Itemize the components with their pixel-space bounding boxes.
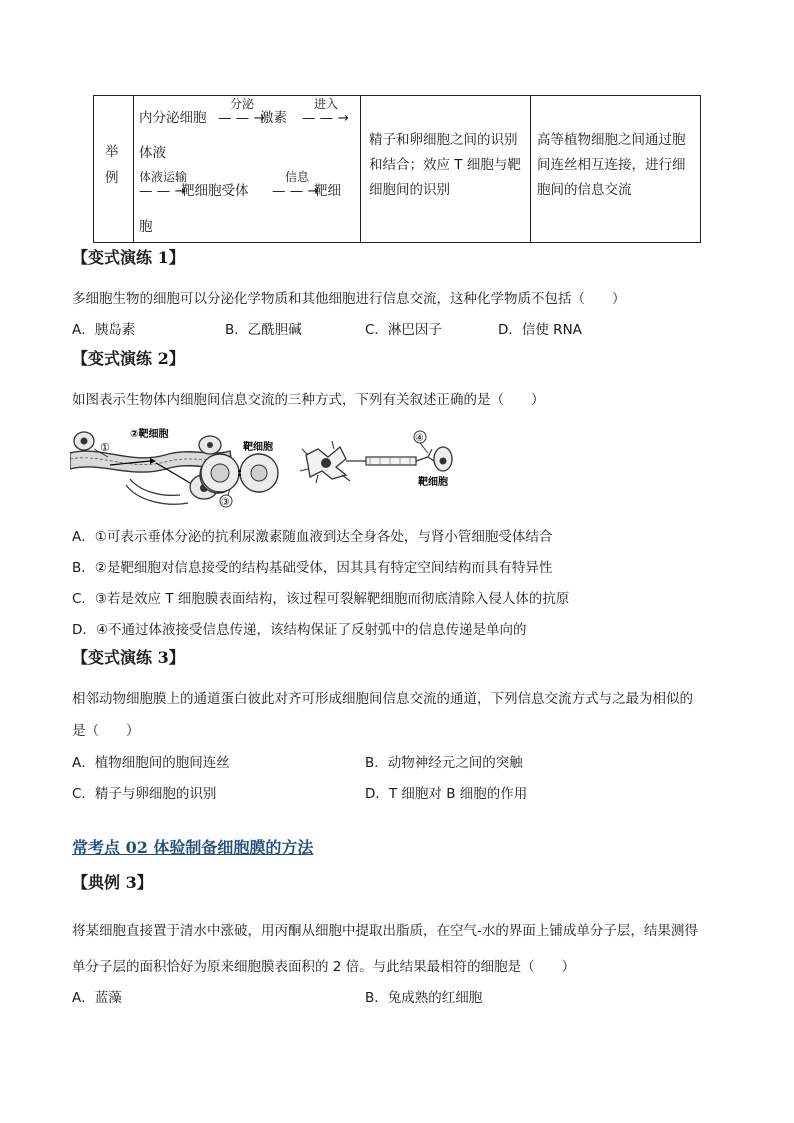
- endocrine-cell-text: 内分泌细胞: [139, 110, 207, 126]
- ex2-option-c[interactable]: C．③若是效应 T 细胞膜表面结构，该过程可裂解靶细胞而彻底清除入侵人体的抗原: [72, 591, 570, 607]
- hormone-pathway-cell: [134, 96, 361, 243]
- row-header-char-1: 举: [105, 144, 119, 160]
- cell-right: [240, 454, 278, 492]
- ex1-option-d[interactable]: D．信使 RNA: [498, 322, 582, 338]
- ex3-question-line-1: 相邻动物细胞膜上的通道蛋白彼此对齐可形成细胞间信息交流的通道，下列信息交流方式与之最为相似的: [72, 691, 693, 707]
- target-cell-text-part1: 靶细: [314, 183, 341, 199]
- ex3-option-d[interactable]: D．T 细胞对 B 细胞的作用: [365, 786, 528, 802]
- neuron-panel: [300, 431, 452, 488]
- ex3-option-b[interactable]: B．动物神经元之间的突触: [365, 755, 523, 771]
- example3-question-line-2: 单分子层的面积恰好为原来细胞膜表面积的 2 倍。与此结果最相符的细胞是（ ）: [72, 959, 576, 975]
- row-header-char-2: 例: [105, 170, 119, 186]
- cell-communication-figure: [70, 425, 470, 515]
- arrow-3: — — →: [139, 183, 186, 199]
- section-title: 常考点 02 体验制备细胞膜的方法: [72, 838, 314, 857]
- col3-line-3: 胞间的信息交流: [537, 182, 632, 198]
- ex1-heading: 【变式演练 1】: [72, 248, 185, 267]
- ex1-option-b[interactable]: B．乙酰胆碱: [225, 322, 302, 338]
- ex2-question: 如图表示生物体内细胞间信息交流的三种方式，下列有关叙述正确的是（ ）: [72, 392, 545, 408]
- example3-option-a[interactable]: A．蓝藻: [72, 990, 122, 1006]
- ex2-heading: 【变式演练 2】: [72, 349, 185, 368]
- arrow-2: — — →: [302, 110, 349, 126]
- figure-label-3: ③: [221, 497, 230, 508]
- label-enter: 进入: [314, 97, 339, 111]
- sperm-egg-cell: [361, 96, 531, 243]
- body-fluid-text: 体液: [139, 145, 166, 161]
- arrow-4: — — →: [272, 183, 319, 199]
- col3-line-1: 高等植物细胞之间通过胞: [537, 132, 686, 148]
- figure-target-cell-label-2: 靶细胞: [418, 477, 448, 488]
- ex1-option-a[interactable]: A．胰岛素: [72, 322, 136, 338]
- ex3-option-a[interactable]: A．植物细胞间的胞间连丝: [72, 755, 230, 771]
- col2-line-2: 和结合；效应 T 细胞与靶: [369, 157, 521, 173]
- col3-line-2: 间连丝相互连接，进行细: [537, 157, 686, 173]
- example3-heading: 【典例 3】: [72, 873, 153, 892]
- ex1-option-c[interactable]: C．淋巴因子: [365, 322, 442, 338]
- target-cell-text-part2: 胞: [139, 219, 153, 235]
- ex3-heading: 【变式演练 3】: [72, 648, 185, 667]
- ex3-question-line-2: 是（ ）: [72, 723, 140, 739]
- ex2-option-b[interactable]: B．②是靶细胞对信息接受的结构基础受体，因其具有特定空间结构而具有特异性: [72, 560, 553, 576]
- cell-left: [201, 454, 239, 492]
- figure-target-cell-label: 靶细胞: [243, 442, 273, 453]
- plasmodesmata-cell: [531, 96, 701, 243]
- ex1-question: 多细胞生物的细胞可以分泌化学物质和其他细胞进行信息交流，这种化学物质不包括（ ）: [72, 291, 626, 307]
- row-header-cell: [94, 96, 134, 243]
- label-info: 信息: [285, 170, 310, 184]
- example3-question-line-1: 将某细胞直接置于清水中涨破，用丙酮从细胞中提取出脂质，在空气-水的界面上铺成单分子层，结果测得: [72, 923, 698, 939]
- figure-label-2: ②靶细胞: [130, 429, 169, 440]
- label-secrete: 分泌: [230, 97, 255, 111]
- receptor-text: 靶细胞受体: [181, 183, 249, 199]
- ex2-option-d[interactable]: D．④不通过体液接受信息传递，该结构保证了反射弧中的信息传递是单向的: [72, 622, 527, 638]
- example3-option-b[interactable]: B．兔成熟的红细胞: [365, 990, 483, 1006]
- col2-line-3: 细胞间的识别: [369, 182, 450, 198]
- figure-label-4: ④: [415, 433, 424, 444]
- ex2-option-a[interactable]: A．①可表示垂体分泌的抗利尿激素随血液到达全身各处，与肾小管细胞受体结合: [72, 529, 553, 545]
- figure-label-1: ①: [100, 441, 110, 454]
- ex3-option-c[interactable]: C．精子与卵细胞的识别: [72, 786, 217, 802]
- arrow-1: — — →: [218, 110, 265, 126]
- example-table: [93, 95, 701, 243]
- label-transport: 体液运输: [139, 170, 188, 184]
- col2-line-1: 精子和卵细胞之间的识别: [369, 132, 518, 148]
- hormone-text: 激素: [260, 110, 287, 126]
